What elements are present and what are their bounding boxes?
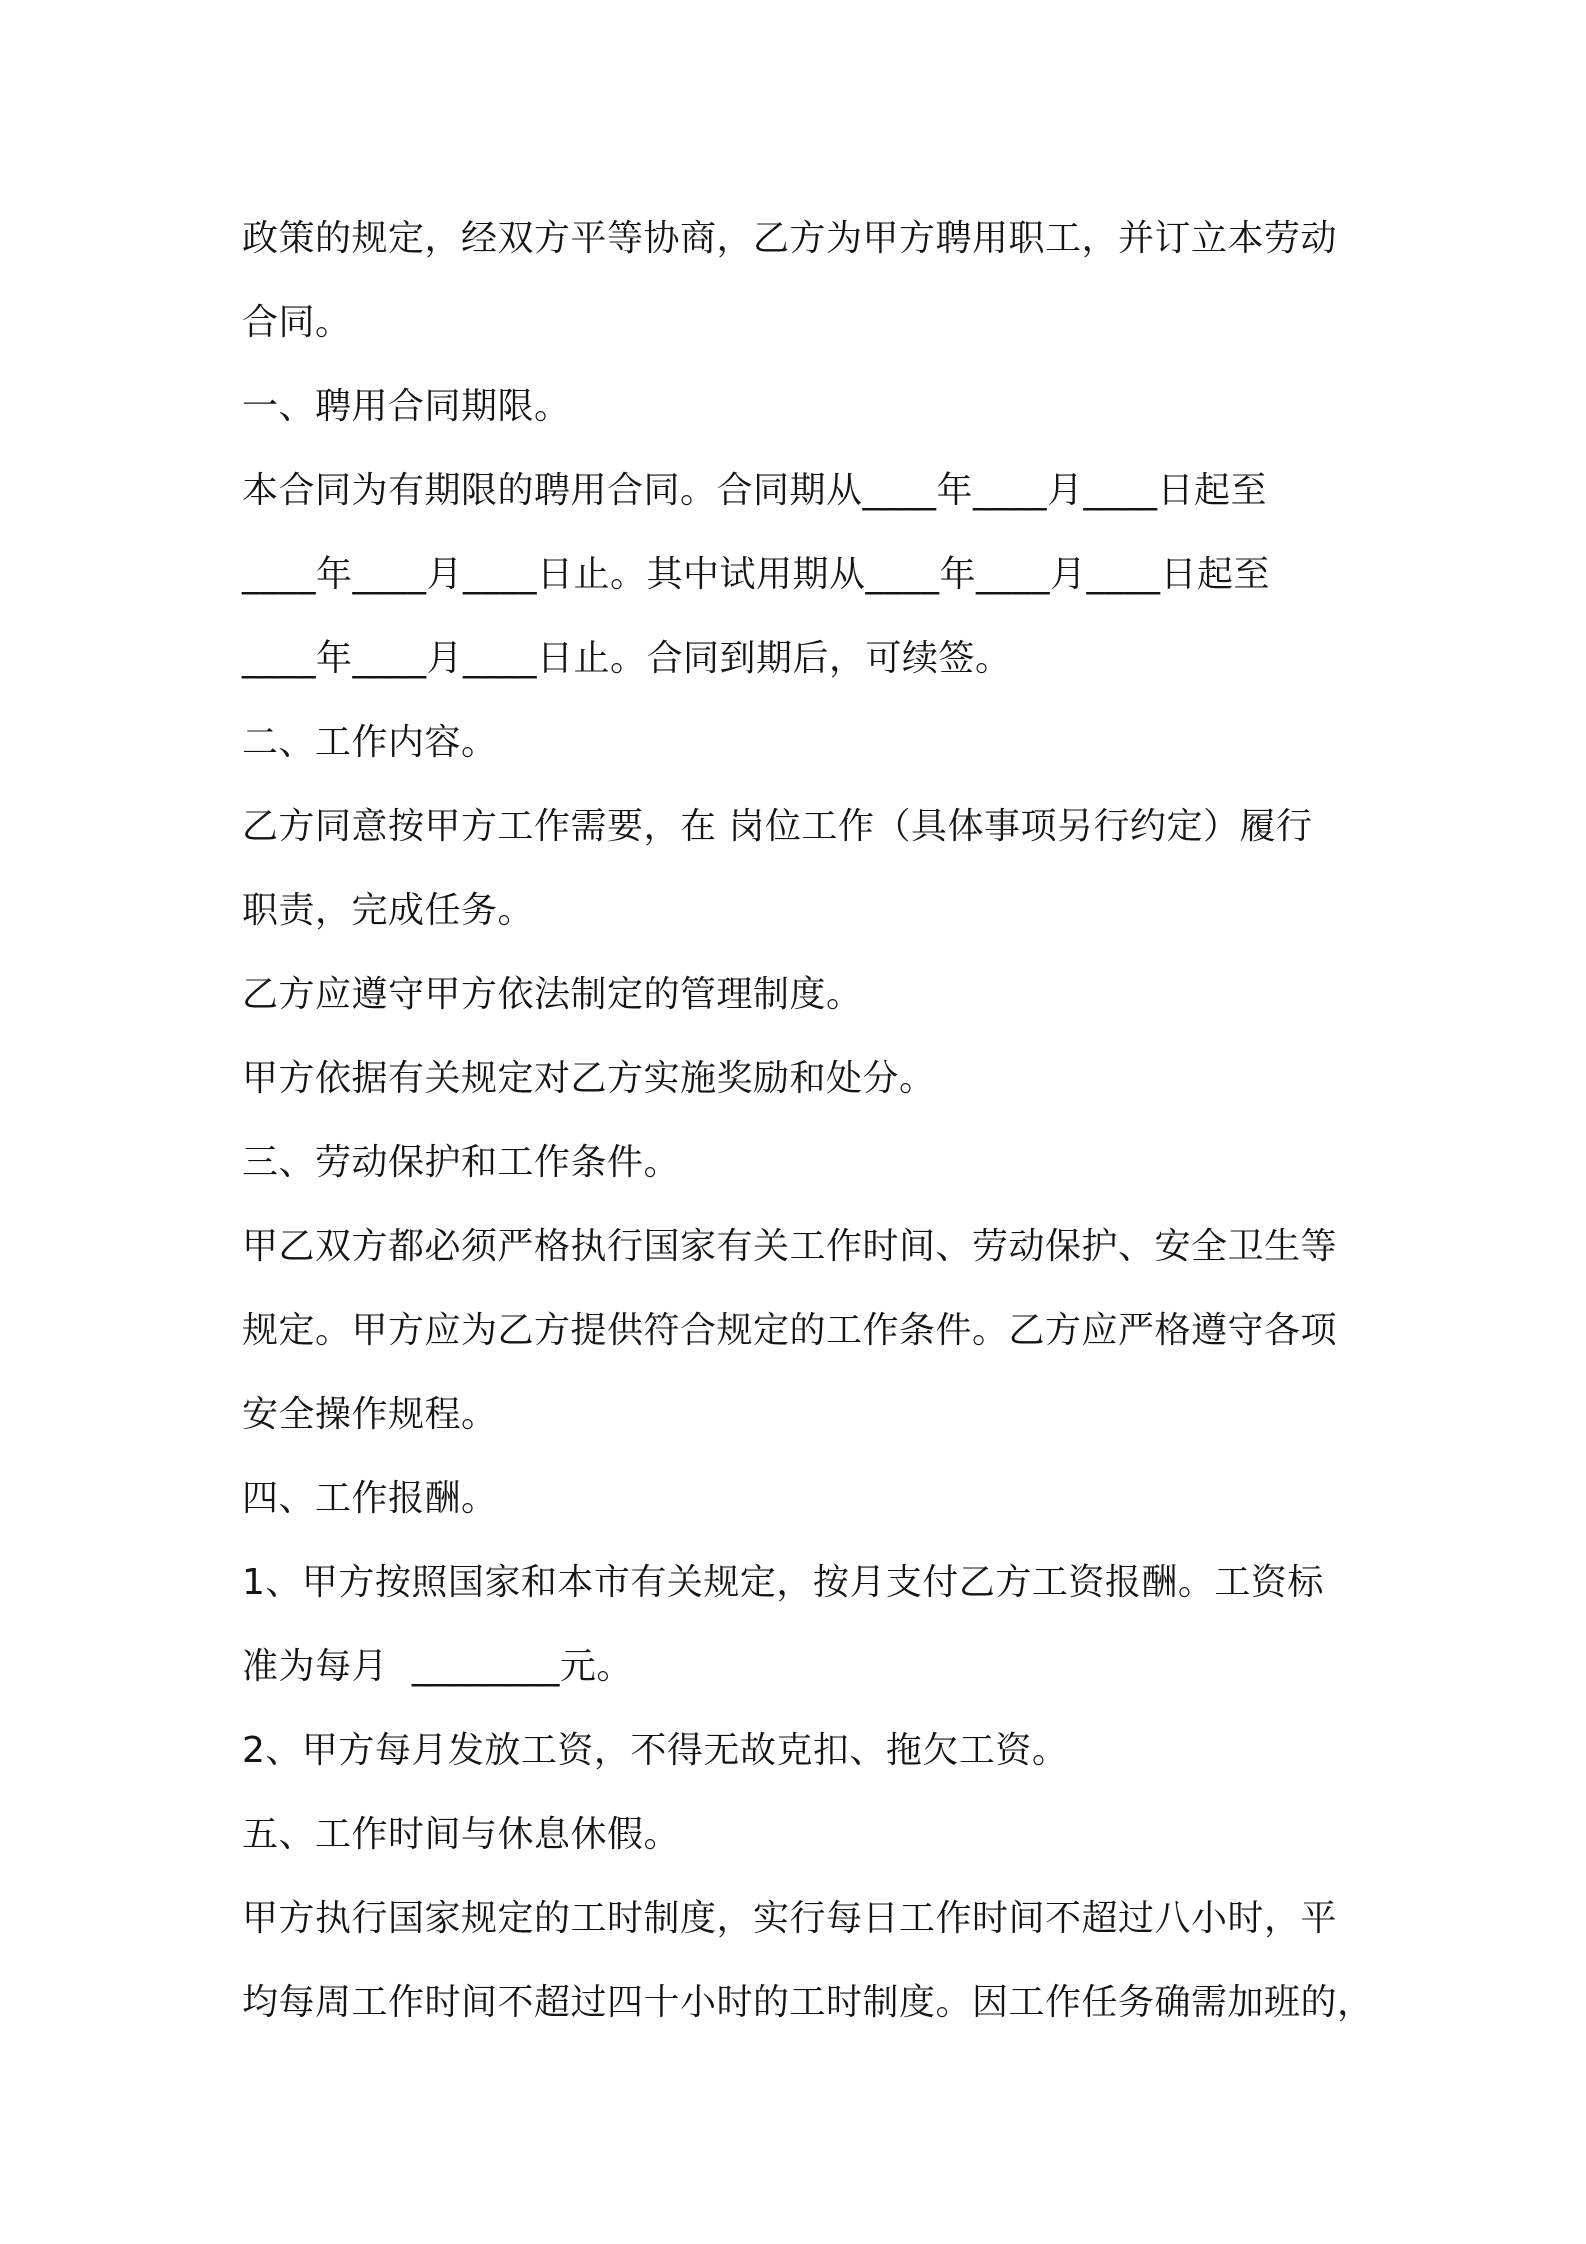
section-heading: 一、聘用合同期限。	[242, 386, 571, 427]
text-line: 1、甲方按照国家和本市有关规定，按月支付乙方工资报酬。工资标	[242, 1562, 1324, 1603]
text-line: 规定。甲方应为乙方提供符合规定的工作条件。乙方应严格遵守各项	[242, 1310, 1338, 1351]
text-line: 甲乙双方都必须严格执行国家有关工作时间、劳动保护、安全卫生等	[242, 1226, 1338, 1267]
section-heading: 二、工作内容。	[242, 722, 498, 763]
text-line: 安全操作规程。	[242, 1394, 498, 1435]
text-line: 甲方依据有关规定对乙方实施奖励和处分。	[242, 1058, 936, 1099]
section-heading: 四、工作报酬。	[242, 1478, 498, 1519]
text-line: 乙方同意按甲方工作需要，在 岗位工作（具体事项另行约定）履行	[242, 806, 1313, 847]
contract-body	[242, 197, 1372, 2045]
text-line: 合同。	[242, 302, 352, 343]
text-line: 甲方执行国家规定的工时制度，实行每日工作时间不超过八小时，平	[242, 1898, 1338, 1939]
text-line: ____年____月____日止。其中试用期从____年____月____日起至	[242, 554, 1271, 595]
text-line: 准为每月 ________元。	[242, 1646, 633, 1687]
text-line: 政策的规定，经双方平等协商，乙方为甲方聘用职工，并订立本劳动	[242, 218, 1338, 259]
text-line: 均每周工作时间不超过四十小时的工时制度。因工作任务确需加班的，	[242, 1982, 1374, 2023]
text-line: 职责，完成任务。	[242, 890, 535, 931]
text-line: 2、甲方每月发放工资，不得无故克扣、拖欠工资。	[242, 1730, 1069, 1771]
text-line: 乙方应遵守甲方依法制定的管理制度。	[242, 974, 863, 1015]
text-line: 本合同为有期限的聘用合同。合同期从____年____月____日起至	[242, 470, 1268, 511]
text-line: ____年____月____日止。合同到期后，可续签。	[242, 638, 1012, 679]
section-heading: 五、工作时间与休息休假。	[242, 1814, 681, 1855]
section-heading: 三、劳动保护和工作条件。	[242, 1142, 681, 1183]
